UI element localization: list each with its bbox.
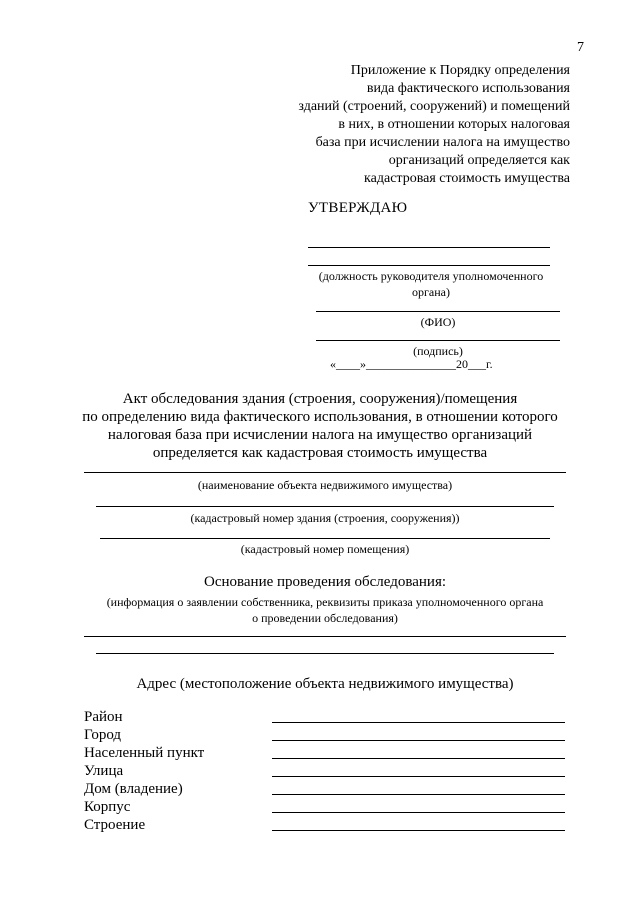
room-cadastral-caption: (кадастровый номер помещения) <box>240 542 410 556</box>
basis-caption-line-2: о проведении обследования) <box>252 611 398 625</box>
room-cadastral-line[interactable] <box>100 538 550 539</box>
signature-caption: (подпись) <box>413 344 463 358</box>
basis-line-2[interactable] <box>96 653 554 654</box>
signature-line[interactable] <box>316 340 560 341</box>
address-field-house[interactable] <box>272 794 565 795</box>
address-label-house: Дом (владение) <box>84 781 183 797</box>
address-field-city[interactable] <box>272 740 565 741</box>
position-caption-line-1: (должность руководителя уполномоченного <box>318 269 544 283</box>
address-label-building: Строение <box>84 817 146 833</box>
object-name-caption: (наименование объекта недвижимого имущества) <box>197 478 453 492</box>
appendix-line: вида фактического использования <box>366 81 570 96</box>
building-cadastral-line[interactable] <box>96 506 554 507</box>
address-label-district: Район <box>84 709 123 725</box>
object-name-line[interactable] <box>84 472 566 473</box>
address-field-street[interactable] <box>272 776 565 777</box>
address-field-block[interactable] <box>272 812 565 813</box>
address-field-building[interactable] <box>272 830 565 831</box>
basis-heading: Основание проведения обследования: <box>203 574 447 590</box>
position-caption <box>300 268 562 300</box>
appendix-line: организаций определяется как <box>388 153 570 168</box>
basis-caption <box>70 594 580 626</box>
name-caption: (ФИО) <box>420 315 456 329</box>
basis-caption-line-1: (информация о заявлении собственника, реквизиты приказа уполномоченного органа <box>106 595 544 609</box>
appendix-line: кадастровая стоимость имущества <box>364 171 570 186</box>
building-cadastral-caption: (кадастровый номер здания (строения, сооружения)) <box>190 511 460 525</box>
appendix-line: база при исчислении налога на имущество <box>315 135 570 150</box>
act-title-line: Акт обследования здания (строения, сооружения)/помещения <box>122 391 518 407</box>
address-heading: Адрес (местоположение объекта недвижимого имущества) <box>136 676 514 692</box>
approval-heading: УТВЕРЖДАЮ <box>308 200 408 216</box>
position-line[interactable] <box>308 265 550 266</box>
position-caption-line-2: органа) <box>412 285 450 299</box>
appendix-line: зданий (строений, сооружений) и помещений <box>298 99 570 114</box>
appendix-line: Приложение к Порядку определения <box>350 63 570 78</box>
appendix-line: в них, в отношении которых налоговая <box>338 117 570 132</box>
address-label-street: Улица <box>84 763 124 779</box>
address-label-block: Корпус <box>84 799 131 815</box>
act-title-line: налоговая база при исчислении налога на имущество организаций <box>107 427 533 443</box>
approval-date-field[interactable]: «____»_______________20___г. <box>330 357 493 371</box>
act-title-line: определяется как кадастровая стоимость имущества <box>152 445 488 461</box>
address-label-city: Город <box>84 727 122 743</box>
act-title-line: по определению вида фактического использования, в отношении которого <box>82 409 558 425</box>
basis-line-1[interactable] <box>84 636 566 637</box>
approval-line-1[interactable] <box>308 247 550 248</box>
page-number: 7 <box>577 40 584 55</box>
appendix-note <box>240 62 570 188</box>
act-title <box>60 390 580 462</box>
address-field-settlement[interactable] <box>272 758 565 759</box>
address-label-settlement: Населенный пункт <box>84 745 205 761</box>
address-field-district[interactable] <box>272 722 565 723</box>
name-line[interactable] <box>316 311 560 312</box>
